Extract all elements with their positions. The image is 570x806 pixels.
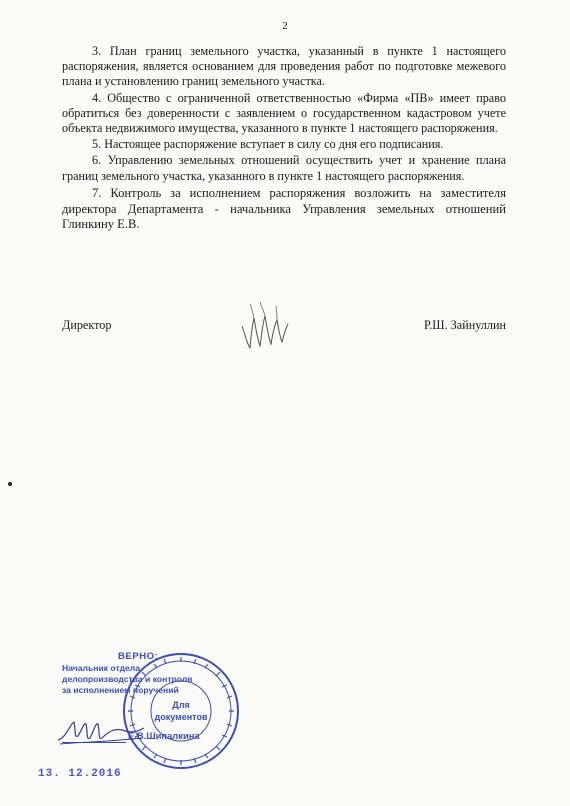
paragraph-5: 5. Настоящее распоряжение вступает в силу со дня его подписания.	[92, 137, 444, 152]
speck	[8, 482, 12, 486]
paragraph-3: 3. План границ земельного участка, указанный в пункте 1 настоящего распоряжения, является основанием для проведения работ по подготовке межевого плана и установлению границ земельного участка.	[62, 44, 506, 89]
director-signature	[236, 296, 296, 356]
round-seal-stamp	[120, 650, 242, 772]
paragraph-7: 7. Контроль за исполнением распоряжения возложить на заместителя директора Департамента - начальника Управления земельных отношений Глинкину Е.В.	[62, 185, 506, 232]
page-number: 2	[282, 20, 288, 32]
paragraph-4: 4. Обществo с ограниченной ответственностью «Фирма «ПВ» имеет право обратиться без доверенности с заявлением о государственном кадастровом учете объекта недвижимого имущества, указанного в пункте 1 настоящего распоряжения.	[62, 90, 506, 136]
verno-label: ВЕРНО:	[118, 651, 159, 662]
stamp-center-line1: Для	[172, 700, 190, 710]
signatory-title: Директор	[62, 318, 112, 332]
cert-position-line1: Начальник отдела	[62, 663, 141, 673]
document-body	[62, 44, 506, 234]
cert-position-line2: делопроизводства и контроля	[62, 674, 193, 684]
cert-name: Е.В.Шипалкина	[128, 730, 200, 741]
signatory-name: Р.Ш. Зайнуллин	[423, 318, 506, 332]
stamp-center-line2: документов	[154, 712, 208, 722]
date-stamp: 13. 12.2016	[38, 768, 122, 780]
cert-position-line3: за исполнением поручений	[62, 685, 179, 695]
certifier-signature	[56, 712, 146, 748]
paragraph-6: 6. Управлению земельных отношений осуществить учет и хранение плана границ земельного участка, указанного в пункте 1 настоящего распоряжения.	[62, 153, 506, 183]
